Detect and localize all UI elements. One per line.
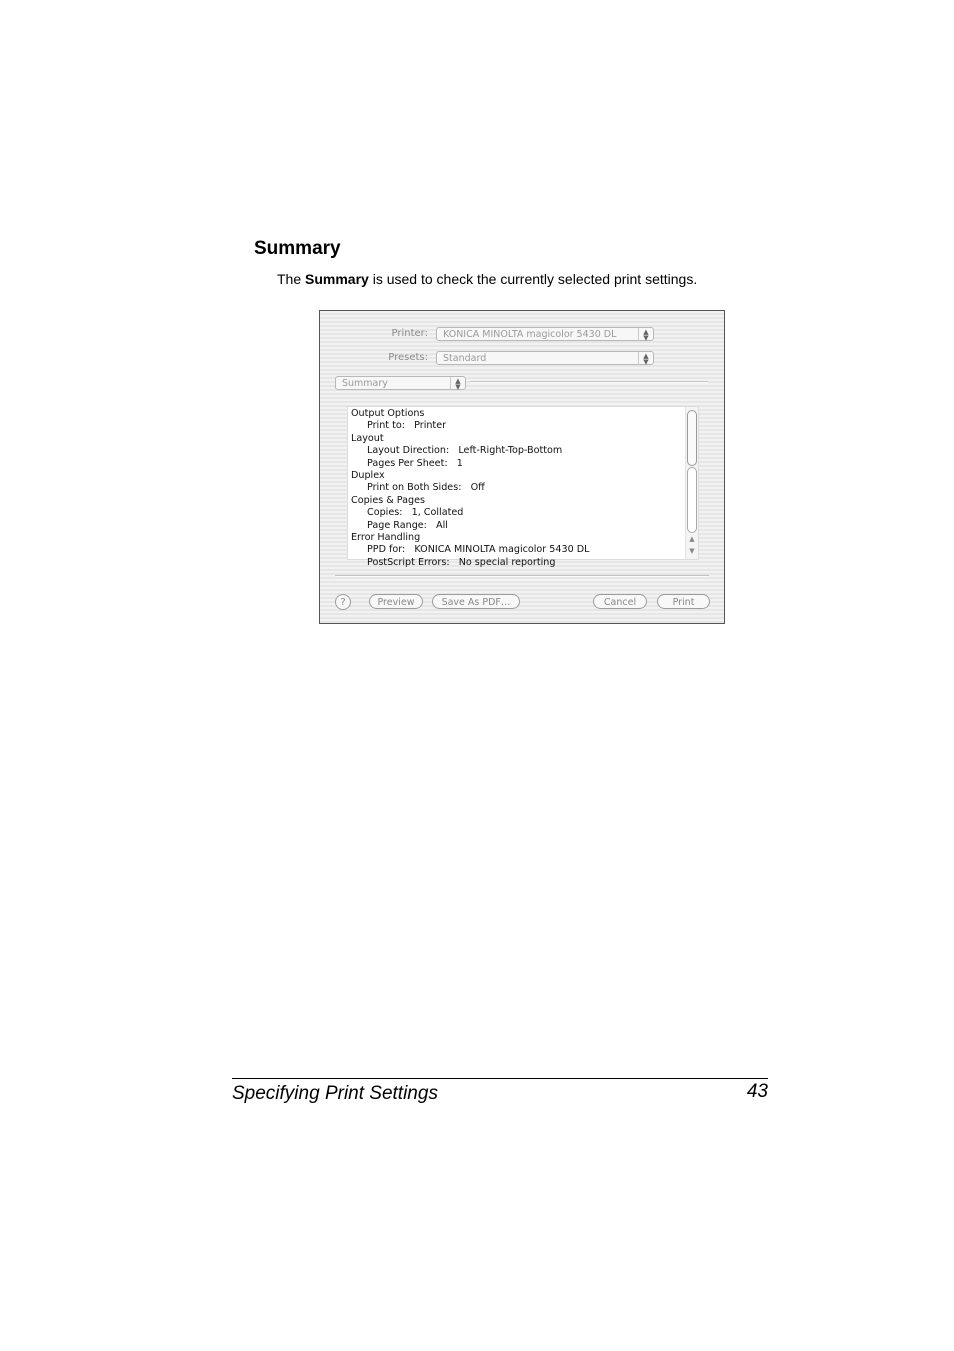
- scroll-up-icon[interactable]: ▲: [689, 535, 695, 543]
- list-item: Copies: 1, Collated: [367, 507, 464, 519]
- list-item: Print on Both Sides: Off: [367, 482, 485, 494]
- presets-label: Presets:: [388, 352, 428, 363]
- popup-arrows-icon: ▲ ▼: [638, 328, 653, 341]
- list-item: Error Handling: [351, 532, 421, 544]
- preview-button[interactable]: Preview: [369, 594, 423, 609]
- save-as-pdf-button[interactable]: Save As PDF…: [432, 594, 520, 609]
- printer-label: Printer:: [391, 328, 428, 339]
- footer-title: Specifying Print Settings: [232, 1083, 438, 1104]
- print-dialog: [319, 310, 725, 624]
- summary-scrollbar[interactable]: [685, 407, 698, 559]
- bottom-separator: [335, 575, 709, 577]
- section-heading: Summary: [254, 238, 341, 259]
- list-item: Layout: [351, 432, 384, 444]
- summary-lines: [351, 408, 589, 569]
- printer-value: KONICA MINOLTA magicolor 5430 DL: [443, 329, 617, 340]
- list-item: PostScript Errors: No special reporting: [367, 556, 556, 568]
- panel-value: Summary: [342, 378, 388, 389]
- list-item: Pages Per Sheet: 1: [367, 457, 463, 469]
- list-item: PPD for: KONICA MINOLTA magicolor 5430 DL: [367, 544, 590, 556]
- page-number: 43: [746, 1081, 768, 1102]
- intro-bold: Summary: [305, 271, 369, 287]
- list-item: Copies & Pages: [351, 494, 426, 506]
- presets-popup[interactable]: [436, 351, 654, 365]
- panel-separator: [470, 381, 708, 383]
- list-item: Page Range: All: [367, 519, 448, 531]
- popup-arrows-icon: ▲ ▼: [450, 377, 465, 390]
- list-item: Print to: Printer: [367, 420, 447, 432]
- list-item: Duplex: [351, 470, 385, 482]
- scroll-thumb[interactable]: [687, 410, 697, 466]
- scroll-track[interactable]: [687, 467, 697, 533]
- intro-text: The Summary is used to check the currently selected print settings.: [277, 271, 698, 287]
- footer-rule: [232, 1078, 768, 1079]
- scroll-down-icon[interactable]: ▼: [689, 547, 695, 555]
- cancel-button[interactable]: Cancel: [593, 594, 647, 609]
- popup-arrows-icon: ▲ ▼: [638, 352, 653, 365]
- panel-popup[interactable]: [335, 376, 466, 390]
- presets-value: Standard: [443, 353, 487, 364]
- printer-popup[interactable]: [436, 327, 654, 341]
- list-item: Output Options: [351, 408, 425, 419]
- list-item: Layout Direction: Left-Right-Top-Bottom: [367, 445, 563, 457]
- print-button[interactable]: Print: [657, 594, 710, 609]
- summary-list[interactable]: [347, 406, 699, 568]
- help-button[interactable]: ?: [335, 594, 351, 610]
